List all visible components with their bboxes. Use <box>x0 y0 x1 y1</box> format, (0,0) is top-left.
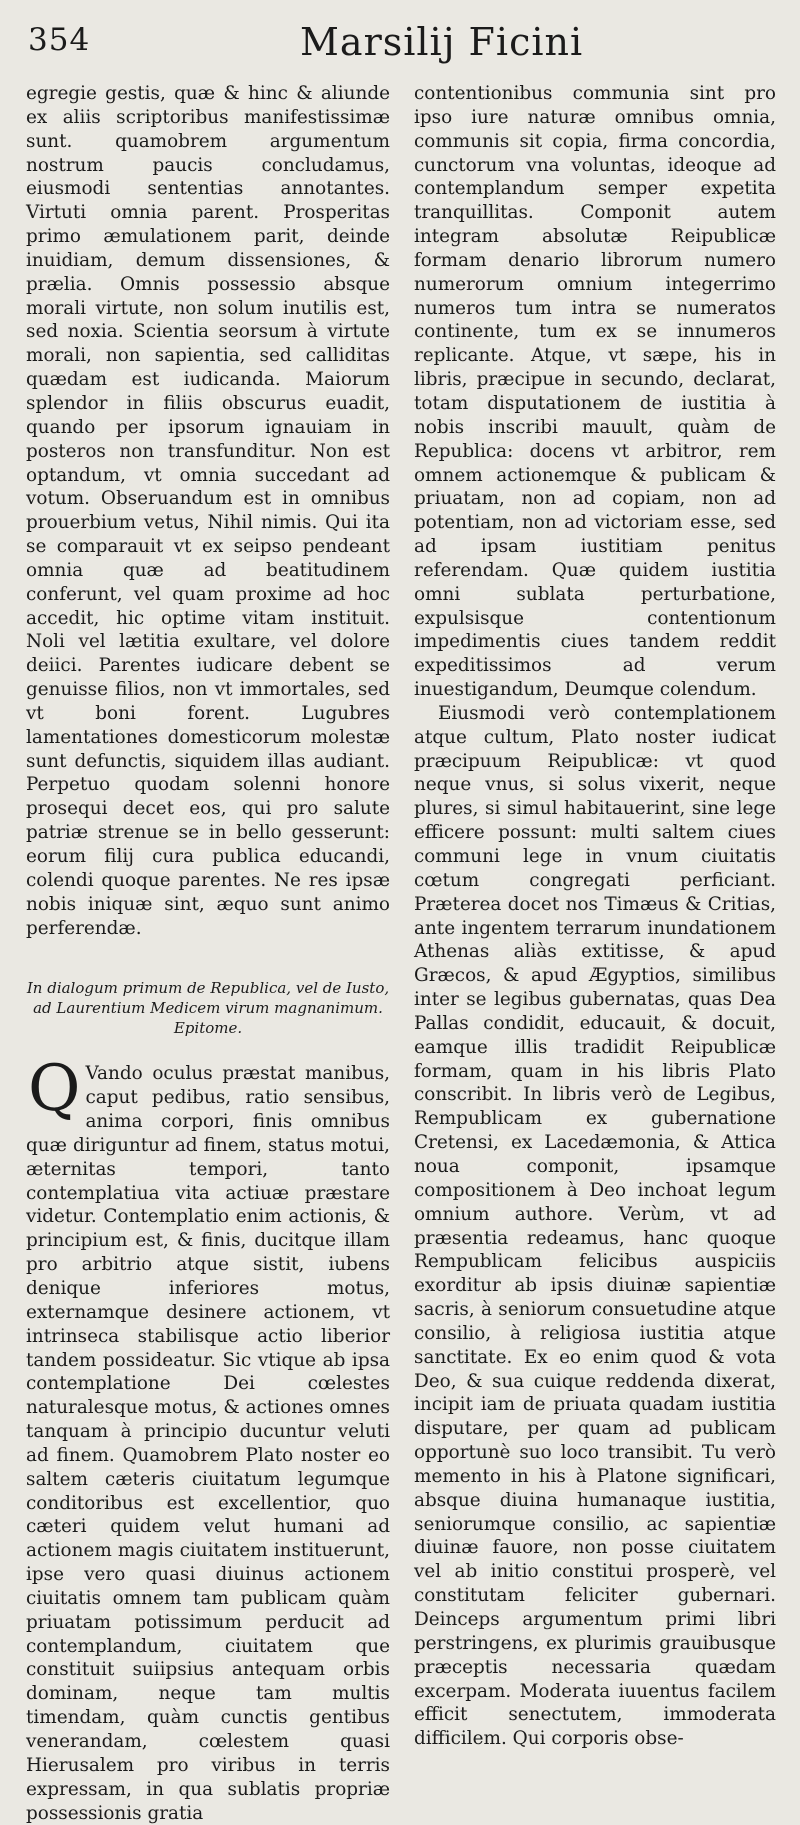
drop-capital: Q <box>28 1052 81 1127</box>
left-column <box>26 82 390 1825</box>
page-header <box>0 22 800 74</box>
right-column <box>414 82 776 1751</box>
right-paragraph-2: Eiusmodi verò contemplationem atque cultum, Plato noster iudicat præcipuum Reipublicæ: vt quod neque vnus, si solus vixerit, neque plures, si simul habitauerint, sine lege efficere possunt: multi saltem ciues communi lege in vnum ciuitatis cœtum congregati perficiant. Præterea docet nos Timæus & Critias, ante ingentem terrarum inundationem Athenas aliàs extitisse, & apud Græcos, & apud Ægyptios, similibus inter se legibus gubernatas, quas Dea Pallas condidit, educauit, & docuit, eamque illis tradidit Reipublicæ formam, quam in his libris Plato conscribit. In libris verò de Legibus, Rempublicam ex gubernatione Cretensi, ex Lacedæmonia, & Attica noua componit, ipsamque compositionem à Deo inchoat legum omnium authore. Verùm, vt ad præsentia redeamus, hanc quoque Rempublicam felicibus auspiciis exorditur ab ipsis diuinæ sapientiæ sacris, à seniorum consuetudine atque consilio, à religiosa iustitia atque sanctitate. Ex eo enim quod & vota Deo, & sua cuique reddenda dixerat, incipit iam de priuata quadam iustitia disputare, per quam ad publicam opportunè suo loco transibit. Tu verò memento in his à Platone significari, absque diuina humanaque iustitia, seniorumque consilio, ac sapientiæ diuinæ fauore, non posse ciuitatem vel ab initio constitui prosperè, vel constitutam feliciter gubernari. Deinceps argumentum primi libri perstringens, ex plurimis grauibusque præceptis necessaria quædam excerpam. Moderata iuuentus facilem efficit senectutem, immoderata difficilem. Qui corporis obse- <box>414 702 776 1750</box>
left-paragraph-2-text: Vando oculus præstat manibus, caput pedibus, ratio sensibus, anima corpori, finis omnibus quæ diriguntur ad finem, status motui, æternitas tempori, tanto contemplatiua vita actiuæ præstare videtur. Contemplatio enim actionis, & principium est, & finis, ducitque illam pro arbitrio atque sistit, iubens denique inferiores motus, externamque desinere actionem, vt intrinseca stabilisque actio liberior tandem possideatur. Sic vtique ab ipsa contemplatione Dei cœlestes naturalesque motus, & actiones omnes tanquam à principio ducuntur veluti ad finem. Quamobrem Plato noster eo saltem cæteris ciuitatum legumque conditoribus est excellentior, quo cæteri quidem velut humani ad actionem magis ciuitatem instituerunt, ipse vero quasi diuinus actionem ciuitatis omnem tam publicam quàm priuatam potissimum perducit ad contemplandum, ciuitatem que constituit suiipsius antequam orbis dominam, neque tam multis timendam, quàm cunctis gentibus venerandam, cœlestem quasi Hierusalem pro viribus in terris expressam, in qua sublatis propriæ possessionis gratia <box>26 1063 390 1824</box>
page-number: 354 <box>28 22 91 58</box>
left-paragraph-1: egregie gestis, quæ & hinc & aliunde ex aliis scriptoribus manifestissimæ sunt. quamobrem argumentum nostrum paucis concludamus, eiusmodi sententias annotantes. Virtuti omnia parent. Prosperitas primo æmulationem parit, deinde inuidiam, demum dissensiones, & prælia. Omnis possessio absque morali virtute, non solum inutilis est, sed noxia. Scientia seorsum à virtute morali, non sapientia, sed calliditas quædam est iudicanda. Maiorum splendor in filiis obscurus euadit, quando per ipsorum ignauiam in posteros non transfunditur. Non est optandum, vt omnia succedant ad votum. Obseruandum est in omnibus prouerbium vetus, Nihil nimis. Qui ita se comparauit vt ex seipso pendeant omnia quæ ad beatitudinem conferunt, vel quam proxime ad hoc accedit, hic optime vitam instituit. Noli vel lætitia exultare, vel dolore deiici. Parentes iudicare debent se genuisse filios, non vt immortales, sed vt boni forent. Lugubres lamentationes domesticorum molestæ sunt defunctis, siquidem illas audiant. Perpetuo quodam solenni honore prosequi decet eos, qui pro salute patriæ strenue se in bello gesserunt: eorum filij cura publica educandi, colendi quoque parentes. Ne res ipsæ nobis iniquæ sint, æquo sunt animo perferendæ. <box>26 83 390 939</box>
left-paragraph-2 <box>26 1052 390 1825</box>
section-caption: In dialogum primum de Republica, vel de Iusto, ad Laurentium Medicem virum magnanimum. Epitome. <box>26 979 390 1038</box>
running-head: Marsilij Ficini <box>300 20 584 64</box>
right-paragraph-1: contentionibus communia sint pro ipso iure naturæ omnibus omnia, communis sit copia, firma concordia, cunctorum vna voluntas, ideoque ad contemplandum semper expetita tranquillitas. Componit autem integram absolutæ Reipublicæ formam denario librorum numero numerorum omnium integerrimo numeros tum intra se numeratos continente, tum ex se innumeros replicante. Atque, vt sæpe, his in libris, præcipue in secundo, declarat, totam disputationem de iustitia à nobis inscribi mauult, quàm de Republica: docens vt arbitror, rem omnem actionemque & publicam & priuatam, non ad copiam, non ad potentiam, non ad victoriam esse, sed ad ipsam iustitiam penitus referendam. Quæ quidem iustitia omni sublata perturbatione, expulsisque contentionum impedimentis ciues tandem reddit expeditissimos ad verum inuestigandum, Deumque colendum. <box>414 83 776 701</box>
